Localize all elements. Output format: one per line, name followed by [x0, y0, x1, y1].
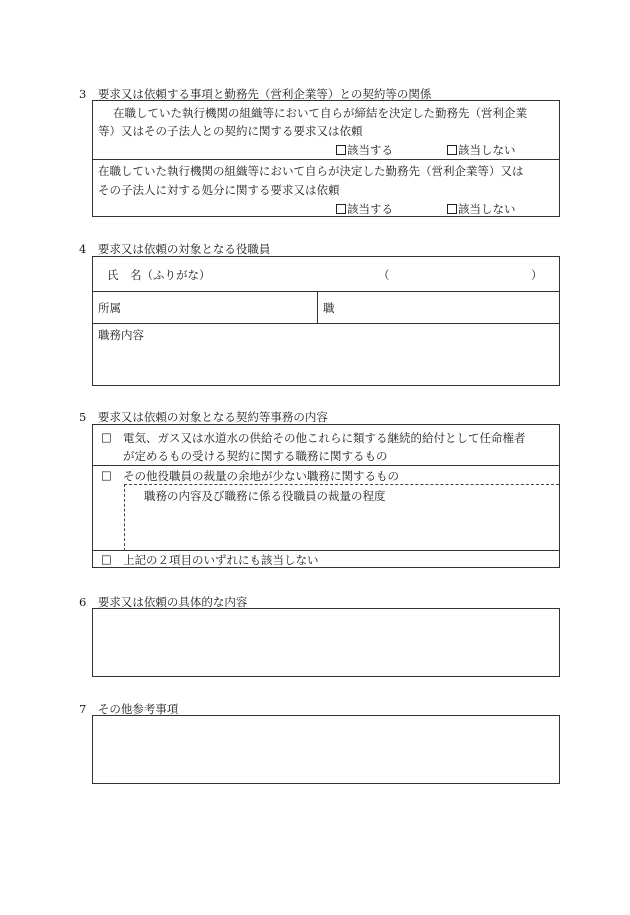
item3-text: 上記の２項目のいずれにも該当しない — [123, 553, 319, 567]
row2-text-line2: その子法人に対する処分に関する要求又は依頼 — [98, 183, 340, 197]
section-4-heading: 4 要求又は依頼の対象となる役職員 — [79, 242, 271, 256]
item1-checkbox[interactable]: □ — [101, 430, 112, 444]
furigana-open-paren: （ — [378, 268, 390, 282]
item1-text-line1: 電気、ガス又は水道水の供給その他これらに類する継続的給付として任命権者 — [123, 431, 526, 445]
affiliation-label: 所属 — [98, 301, 121, 315]
section-5-table — [92, 424, 560, 568]
section-6-text-box[interactable] — [92, 608, 560, 677]
furigana-close-paren: ） — [531, 268, 543, 282]
row1-text-line1: 在職していた執行機関の組織等において自らが締結を決定した勤務先（営利企業 — [113, 106, 527, 120]
name-label: 氏 名（ふりがな） — [107, 268, 211, 282]
row2-applies-option[interactable] — [336, 201, 393, 217]
section-3-table — [92, 100, 560, 217]
row1-not-applies-option[interactable] — [447, 142, 516, 158]
row2-not-applies-option[interactable] — [447, 201, 516, 217]
checkbox-icon[interactable] — [447, 145, 457, 155]
item2-detail-label: 職務の内容及び職務に係る役職員の裁量の程度 — [144, 489, 386, 503]
row1-applies-option[interactable] — [336, 142, 393, 158]
applies-label: 該当する — [347, 202, 393, 216]
section-3-heading: 3 要求又は依頼する事項と勤務先（営利企業等）との契約等の関係 — [79, 87, 432, 101]
row-divider — [93, 159, 559, 160]
row-divider — [93, 323, 559, 324]
row-divider — [93, 550, 559, 551]
item2-text: その他役職員の裁量の余地が少ない職務に関するもの — [123, 469, 399, 483]
item3-checkbox[interactable]: □ — [101, 552, 112, 566]
section-7-heading: 7 その他参考事項 — [79, 702, 179, 716]
row-divider — [93, 465, 559, 466]
not-applies-label: 該当しない — [458, 202, 516, 216]
section-4-table — [92, 256, 560, 386]
column-divider — [317, 291, 318, 323]
applies-label: 該当する — [347, 143, 393, 157]
checkbox-icon[interactable] — [336, 204, 346, 214]
item2-checkbox[interactable]: □ — [101, 468, 112, 482]
checkbox-icon[interactable] — [336, 145, 346, 155]
not-applies-label: 該当しない — [458, 143, 516, 157]
row-divider — [93, 291, 559, 292]
item1-text-line2: が定めるもの受ける契約に関する職務に関するもの — [123, 449, 388, 463]
section-6-heading: 6 要求又は依頼の具体的な内容 — [79, 595, 248, 609]
position-label: 職 — [323, 301, 335, 315]
row2-text-line1: 在職していた執行機関の組織等において自らが決定した勤務先（営利企業等）又は — [98, 164, 524, 178]
checkbox-icon[interactable] — [447, 204, 457, 214]
section-5-heading: 5 要求又は依頼の対象となる契約等事務の内容 — [79, 410, 328, 424]
row1-text-line2: 等）又はその子法人との契約に関する要求又は依頼 — [98, 124, 363, 138]
section-7-text-box[interactable] — [92, 715, 560, 784]
duties-label: 職務内容 — [98, 328, 144, 342]
